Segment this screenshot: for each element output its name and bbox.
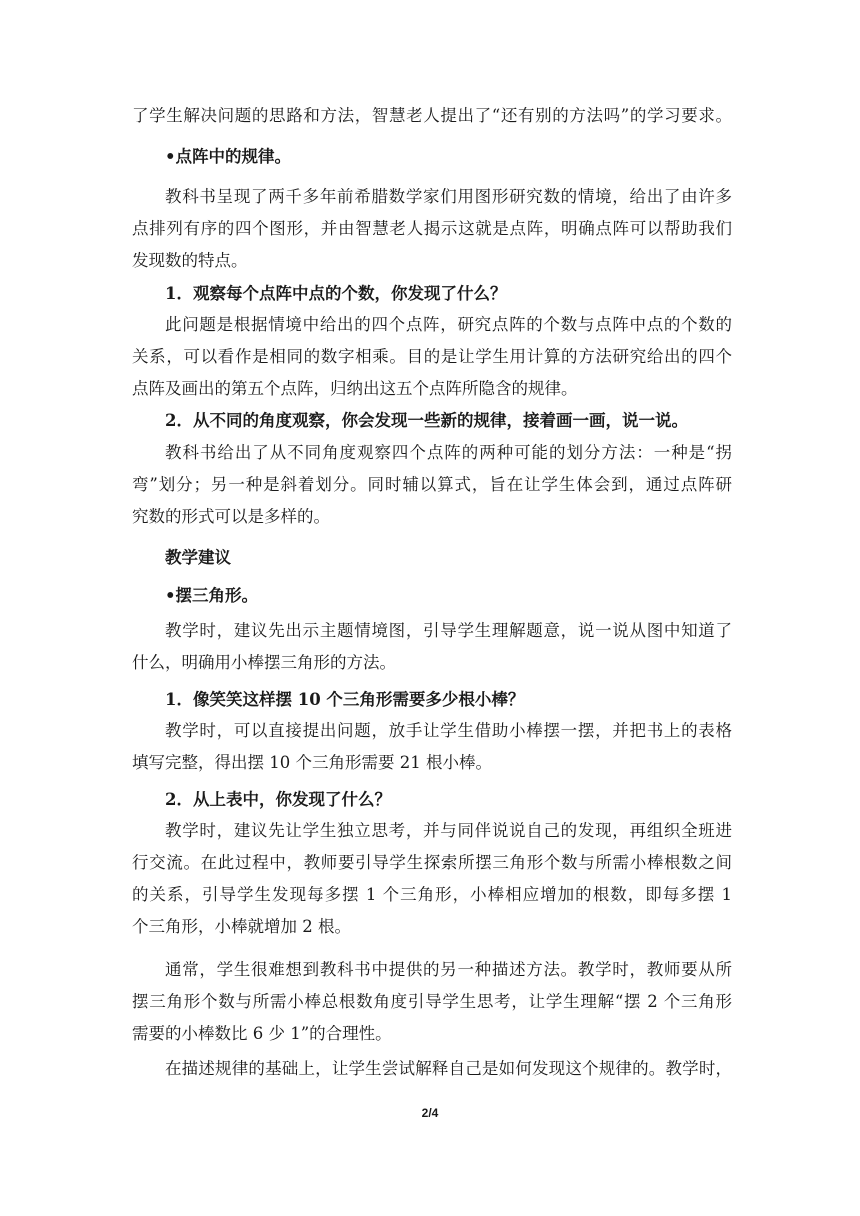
page-number: 2/4 [421,1106,439,1120]
bullet-heading-dot-lattice: •点阵中的规律。 [165,147,292,166]
paragraph-line: 教科书给出了从不同角度观察四个点阵的两种可能的划分方法：一种是“拐 [165,443,732,462]
paragraph-line: 在描述规律的基础上，让学生尝试解释自己是如何发现这个规律的。教学时， [165,1059,732,1078]
paragraph-line: 行交流。在此过程中，教师要引导学生探索所摆三角形个数与所需小棒根数之间 [132,853,732,872]
paragraph-line: 的关系，引导学生发现每多摆 1 个三角形，小棒相应增加的根数，即每多摆 1 [132,885,732,904]
paragraph-line: 个三角形，小棒就增加 2 根。 [132,917,351,936]
paragraph-line: 通常，学生很难想到教科书中提供的另一种描述方法。教学时，教师要从所 [165,960,732,979]
paragraph-line: 摆三角形个数与所需小棒总根数角度引导学生思考，让学生理解“摆 2 个三角形 [132,992,732,1011]
paragraph-line: 发现数的特点。 [132,251,248,270]
paragraph-line: 点排列有序的四个图形，并由智慧老人揭示这就是点阵，明确点阵可以帮助我们 [132,219,732,238]
paragraph-line: 教学时，可以直接提出问题，放手让学生借助小棒摆一摆，并把书上的表格 [165,721,732,740]
question-heading-1-triangles: 1．像笑笑这样摆 10 个三角形需要多少根小棒？ [165,690,525,709]
paragraph-line: 需要的小棒数比 6 少 1”的合理性。 [132,1024,392,1043]
paragraph-line: 弯”划分；另一种是斜着划分。同时辅以算式，旨在让学生体会到，通过点阵研 [132,475,732,494]
question-heading-1: 1．观察每个点阵中点的个数，你发现了什么？ [165,284,507,303]
paragraph-line: 什么，明确用小棒摆三角形的方法。 [132,653,396,672]
paragraph-line: 了学生解决问题的思路和方法，智慧老人提出了“还有别的方法吗”的学习要求。 [132,106,732,125]
question-heading-2-table: 2．从上表中，你发现了什么？ [165,790,391,809]
paragraph-line: 教学时，建议先出示主题情境图，引导学生理解题意，说一说从图中知道了 [165,621,732,640]
paragraph-line: 填写完整，得出摆 10 个三角形需要 21 根小棒。 [132,753,492,772]
question-heading-2: 2．从不同的角度观察，你会发现一些新的规律，接着画一画，说一说。 [165,411,688,430]
section-heading-teaching-advice: 教学建议 [165,548,231,567]
paragraph-line: 教科书呈现了两千多年前希腊数学家们用图形研究数的情境，给出了由许多 [165,187,732,206]
paragraph-line: 教学时，建议先让学生独立思考，并与同伴说说自己的发现，再组织全班进 [165,821,732,840]
paragraph-line: 关系，可以看作是相同的数字相乘。目的是让学生用计算的方法研究给出的四个 [132,347,732,366]
bullet-heading-triangles: •摆三角形。 [165,586,259,605]
paragraph-line: 究数的形式可以是多样的。 [132,507,330,526]
paragraph-line: 此问题是根据情境中给出的四个点阵，研究点阵的个数与点阵中点的个数的 [165,315,732,334]
paragraph-line: 点阵及画出的第五个点阵，归纳出这五个点阵所隐含的规律。 [132,379,578,398]
